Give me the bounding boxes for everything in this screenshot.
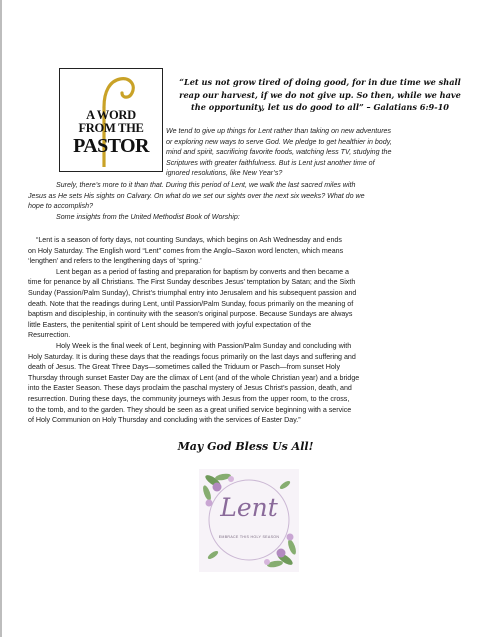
- body-line: Lent began as a period of fasting and preparation for baptism by converts and then became a: [56, 267, 350, 276]
- intro-line: ignored resolutions, like New Year’s?: [166, 169, 283, 178]
- body-line: “Lent is a season of forty days, not counting Sundays, which begins on Ash Wednesday and ends: [36, 236, 342, 244]
- logo-text-top: [60, 109, 162, 135]
- holy-week-paragraph: [28, 341, 468, 426]
- body-line: little Easters, the penitential spirit of Lent should be tempered with joyful expectation of the: [28, 320, 312, 329]
- lent-title: Lent: [220, 493, 278, 522]
- word-from-the-pastor-logo: [59, 68, 163, 172]
- lent-history-paragraph: [28, 267, 468, 341]
- lent-wreath-image: [199, 469, 299, 572]
- body-line: ‘lengthen’ and refers to the lengthening days of ‘spring.’: [28, 257, 202, 266]
- body-line: death. Note that the readings during Lent, until Passion/Palm Sunday, focus primarily on the meaning of: [28, 299, 354, 308]
- lent-definition-paragraph: [28, 235, 468, 267]
- body-line: Sunday (Passion/Palm Sunday), Christ’s triumphal entry into Jerusalem and his subsequent passion and: [28, 288, 357, 297]
- body-line: Holy Saturday. It is during these days that the readings focus primarily on the last days and suffering and: [28, 352, 356, 361]
- body-line: time for penance by all Christians. The First Sunday describes Jesus’ temptation by Satan; and the Sixth: [28, 278, 356, 287]
- reflection-line: Jesus as He sets His sights on Calvary. On what do we set our sights over the next six weeks? What do we: [28, 191, 365, 200]
- logo-line-3: PASTOR: [73, 135, 149, 157]
- body-line: Resurrection.: [28, 331, 71, 340]
- lent-article-body: [28, 235, 468, 426]
- intro-line: Scriptures with greater faithfulness. But is Lent just another time of: [166, 158, 375, 167]
- closing-blessing: May God Bless Us All!: [177, 440, 314, 453]
- reflection-line: hope to accomplish?: [28, 202, 94, 211]
- body-line: on Holy Saturday. The English word “Lent” comes from the Anglo–Saxon word lencten, which means: [28, 246, 344, 255]
- lent-subtitle: EMBRACE THIS HOLY SEASON: [218, 535, 280, 539]
- reflection-line: Surely, there’s more to it than that. During this period of Lent, we walk the last sacred miles with: [56, 181, 356, 189]
- quote-line: the opportunity, let us do good to all” – Galatians 6:9-10: [190, 102, 449, 112]
- body-line: of Holy Communion on Holy Thursday and concluding with the services of Easter Day.”: [28, 416, 301, 425]
- body-line: Thursday through sunset Easter Day are the climax of Lent (and of the whole Christian year) and a bridge: [28, 373, 360, 382]
- body-line: Holy Week is the final week of Lent, beginning with Passion/Palm Sunday and concluding with: [56, 341, 352, 350]
- intro-line: We tend to give up things for Lent rather than taking on new adventures: [166, 127, 392, 135]
- logo-line-1: A WORD: [86, 108, 136, 122]
- body-line: into the Easter Season. These days proclaim the paschal mystery of Jesus Christ’s passion, death, and: [28, 384, 352, 393]
- scripture-quote: [170, 76, 470, 114]
- body-line: to the tomb, and to the garden. They should be seen as a great unified service beginning with a service: [28, 405, 352, 414]
- body-line: resurrection. During these days, the community journeys with Jesus from the upper room, to the cross,: [28, 394, 350, 403]
- quote-line: reap our harvest, if we do not give up. So then, while we have: [179, 89, 461, 100]
- body-line: baptism and discipleship, in continuity with the season’s original purpose. Because Sundays are always: [28, 310, 353, 319]
- intro-line: mind and spirit, sacrificing favorite foods, watching less TV, studying the: [166, 148, 392, 157]
- body-line: death of Jesus. The Great Three Days—sometimes called the Triduum or Pasch—from sunset Holy: [28, 363, 340, 372]
- intro-line: or exploring new ways to serve God. We pledge to get healthier in body,: [166, 137, 392, 146]
- reflection-paragraph: [28, 180, 468, 212]
- quote-line: “Let us not grow tired of doing good, for in due time we shall: [179, 77, 461, 87]
- insights-heading: Some insights from the United Methodist Book of Worship:: [56, 213, 240, 221]
- logo-line-2: FROM THE: [78, 121, 144, 135]
- intro-paragraph: [166, 126, 466, 179]
